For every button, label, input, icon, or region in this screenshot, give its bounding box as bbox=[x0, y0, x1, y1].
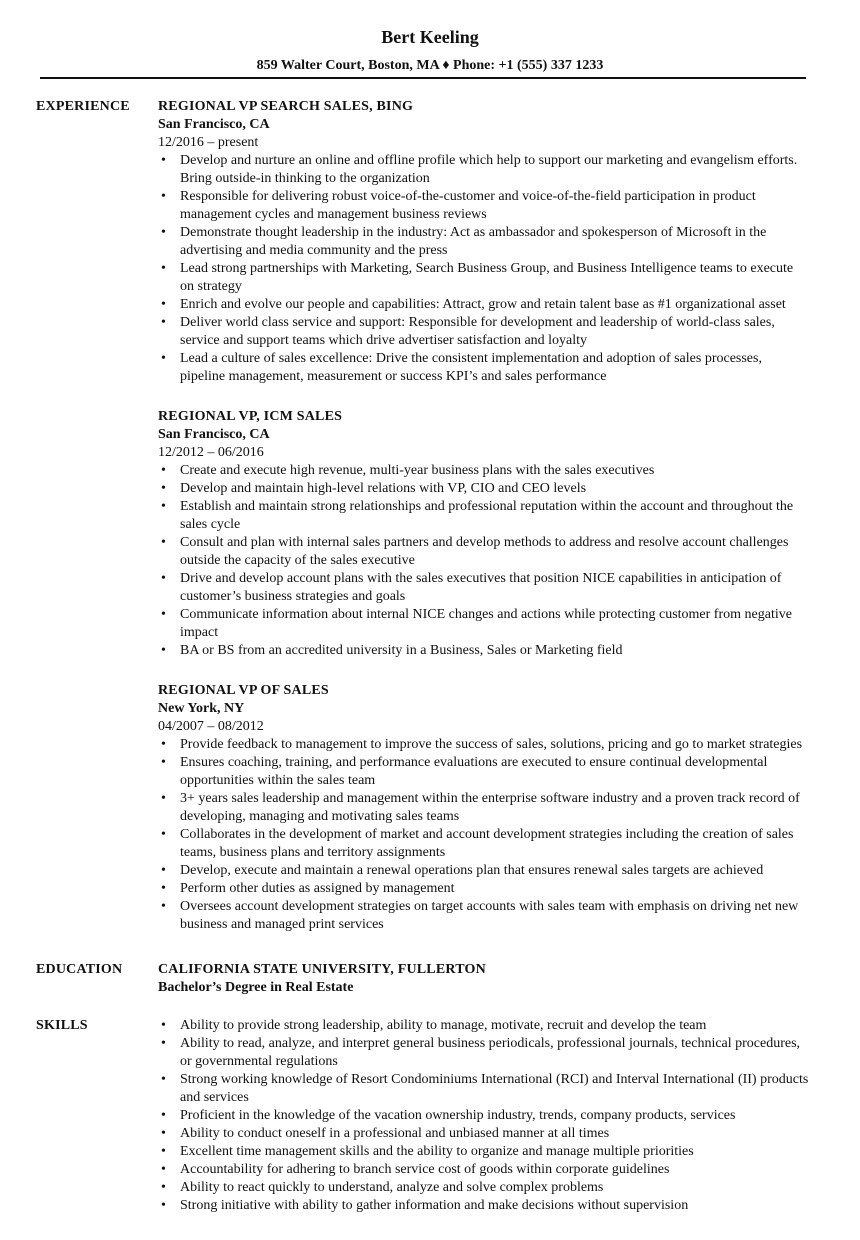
skill-item: • Ability to provide strong leadership, ability to manage, motivate, recruit and develop the team bbox=[158, 1017, 810, 1035]
bullet-item: • Oversees account development strategies on target accounts with sales team with emphasis on driving net new business and managed print services bbox=[158, 898, 810, 934]
bullet-item: • Perform other duties as assigned by management bbox=[158, 880, 810, 898]
contact-line: 859 Walter Court, Boston, MA ♦ Phone: +1 (555) 337 1233 bbox=[256, 58, 604, 73]
bullet-item: • Provide feedback to management to improve the success of sales, solutions, pricing and go to market strategies bbox=[158, 736, 810, 754]
skill-item: • Excellent time management skills and the ability to organize and manage multiple priorities bbox=[158, 1143, 810, 1161]
job-title: REGIONAL VP SEARCH SALES, BING bbox=[158, 99, 414, 114]
job-dates: 04/2007 – 08/2012 bbox=[158, 719, 264, 734]
bullet-item: • Responsible for delivering robust voice-of-the-customer and voice-of-the-field participation in product management cycles and management business reviews bbox=[158, 188, 810, 224]
job-entry bbox=[158, 408, 810, 660]
skill-item: • Ability to read, analyze, and interpret general business periodicals, professional journals, technical procedures, or governmental regulations bbox=[158, 1035, 810, 1071]
section-label-experience: EXPERIENCE bbox=[36, 99, 130, 114]
skill-item: • Strong initiative with ability to gather information and make decisions without supervision bbox=[158, 1197, 810, 1215]
bullet-item: • Lead a culture of sales excellence: Drive the consistent implementation and adoption of sales processes, pipeline management, measurement or success KPI’s and sales performance bbox=[158, 350, 810, 386]
bullet-item: • Create and execute high revenue, multi-year business plans with the sales executives bbox=[158, 462, 810, 480]
bullet-item: • BA or BS from an accredited university in a Business, Sales or Marketing field bbox=[158, 642, 810, 660]
job-location: San Francisco, CA bbox=[158, 117, 270, 132]
bullet-item: • Ensures coaching, training, and performance evaluations are executed to ensure continual developmental opportunities within the sales team bbox=[158, 754, 810, 790]
section-label-education: EDUCATION bbox=[36, 962, 123, 977]
job-title: REGIONAL VP OF SALES bbox=[158, 683, 329, 698]
bullet-item: • Develop and maintain high-level relations with VP, CIO and CEO levels bbox=[158, 480, 810, 498]
section-label-skills: SKILLS bbox=[36, 1018, 88, 1033]
candidate-name: Bert Keeling bbox=[381, 27, 479, 47]
bullet-item: • Consult and plan with internal sales partners and develop methods to address and resolve account challenges outside the capacity of the sales executive bbox=[158, 534, 810, 570]
bullet-item: • Lead strong partnerships with Marketing, Search Business Group, and Business Intelligence teams to execute on strategy bbox=[158, 260, 810, 296]
bullet-item: • Drive and develop account plans with the sales executives that position NICE capabilities in anticipation of customer’s business strategies and goals bbox=[158, 570, 810, 606]
bullet-item: • Enrich and evolve our people and capabilities: Attract, grow and retain talent base as #1 organizational asset bbox=[158, 296, 810, 314]
skill-item: • Accountability for adhering to branch service cost of goods within corporate guidelines bbox=[158, 1161, 810, 1179]
job-bullets bbox=[158, 462, 810, 660]
degree: Bachelor’s Degree in Real Estate bbox=[158, 980, 354, 995]
job-title: REGIONAL VP, ICM SALES bbox=[158, 409, 343, 424]
skill-item: • Ability to conduct oneself in a professional and unbiased manner at all times bbox=[158, 1125, 810, 1143]
job-entry bbox=[158, 98, 810, 386]
header-divider bbox=[40, 77, 806, 79]
bullet-item: • Demonstrate thought leadership in the industry: Act as ambassador and spokesperson of Microsoft in the advertising and media community and the press bbox=[158, 224, 810, 260]
job-dates: 12/2016 – present bbox=[158, 135, 259, 150]
job-bullets bbox=[158, 152, 810, 386]
job-location: New York, NY bbox=[158, 701, 245, 716]
job-entry bbox=[158, 682, 810, 934]
job-bullets bbox=[158, 736, 810, 934]
education-section bbox=[0, 961, 860, 997]
resume-header bbox=[0, 0, 860, 75]
bullet-item: • Establish and maintain strong relationships and professional reputation within the account and throughout the sales cycle bbox=[158, 498, 810, 534]
bullet-item: • 3+ years sales leadership and management within the enterprise software industry and a proven track record of developing, managing and motivating sales teams bbox=[158, 790, 810, 826]
bullet-item: • Develop and nurture an online and offline profile which help to support our marketing and evangelism efforts. Bring outside-in thinking to the organization bbox=[158, 152, 810, 188]
bullet-item: • Collaborates in the development of market and account development strategies including the creation of sales teams, business plans and territory assignments bbox=[158, 826, 810, 862]
skill-item: • Strong working knowledge of Resort Condominiums International (RCI) and Interval International (II) products and services bbox=[158, 1071, 810, 1107]
bullet-item: • Develop, execute and maintain a renewal operations plan that ensures renewal sales targets are achieved bbox=[158, 862, 810, 880]
bullet-item: • Deliver world class service and support: Responsible for development and leadership of world-class sales, service and support teams which drive advertiser satisfaction and loyalty bbox=[158, 314, 810, 350]
bullet-item: • Communicate information about internal NICE changes and actions while protecting customer from negative impact bbox=[158, 606, 810, 642]
skill-item: • Ability to react quickly to understand, analyze and solve complex problems bbox=[158, 1179, 810, 1197]
job-location: San Francisco, CA bbox=[158, 427, 270, 442]
school-name: CALIFORNIA STATE UNIVERSITY, FULLERTON bbox=[158, 962, 486, 977]
skill-item: • Proficient in the knowledge of the vacation ownership industry, trends, company products, services bbox=[158, 1107, 810, 1125]
experience-section bbox=[0, 98, 860, 934]
job-dates: 12/2012 – 06/2016 bbox=[158, 445, 264, 460]
skills-section bbox=[0, 1017, 860, 1215]
skills-list bbox=[158, 1017, 810, 1215]
